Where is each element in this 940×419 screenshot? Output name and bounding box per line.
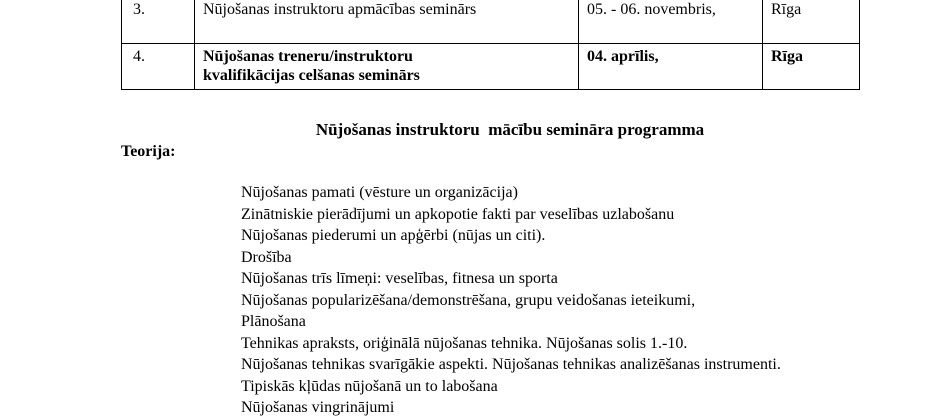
list-item: Tipiskās kļūdas nūjošanā un to labošana [241, 377, 498, 395]
list-item: Tehnikas apraksts, oriģinālā nūjošanas tehnika. Nūjošanas solis 1.-10. [241, 334, 688, 352]
theory-topic-list [241, 182, 781, 419]
list-item: Nūjošanas pamati (vēsture un organizācija) [241, 184, 518, 201]
list-item: Plānošana [241, 313, 306, 330]
list-item: Zinātniskie pierādījumi un apkopotie fakti par veselības uzlabošanu [241, 205, 675, 223]
table-row [122, 44, 860, 90]
row-number: 3. [122, 0, 195, 44]
seminar-date: 04. aprīlis, [579, 44, 763, 90]
list-item: Nūjošanas vingrinājumi [241, 399, 395, 416]
list-item: Nūjošanas piederumi un apģērbi (nūjas un citi). [241, 227, 546, 244]
seminar-date: 05. - 06. novembris, [579, 0, 763, 44]
seminar-schedule-table [121, 0, 860, 90]
list-item: Nūjošanas tehnikas svarīgākie aspekti. Nūjošanas tehnikas analizēšanas instrumenti. [241, 356, 781, 373]
seminar-title [195, 44, 579, 90]
seminar-title: Nūjošanas instruktoru apmācības seminārs [195, 0, 579, 44]
list-item: Nūjošanas popularizēšana/demonstrēšana, grupu veidošanas ieteikumi, [241, 291, 696, 309]
seminar-title-line: kvalifikācijas celšanas seminārs [203, 67, 420, 84]
seminar-place: Rīga [763, 44, 860, 90]
list-item: Nūjošanas trīs līmeņi: veselības, fitnesa un sporta [241, 270, 558, 287]
theory-section-label: Teorija: [121, 143, 176, 160]
seminar-place: Rīga [763, 0, 860, 44]
seminar-title-line: Nūjošanas treneru/instruktoru [203, 48, 413, 65]
program-heading: Nūjošanas instruktoru mācību semināra programma [315, 120, 705, 139]
row-number: 4. [122, 44, 195, 90]
list-item: Drošība [241, 248, 292, 266]
table-row [122, 0, 860, 44]
